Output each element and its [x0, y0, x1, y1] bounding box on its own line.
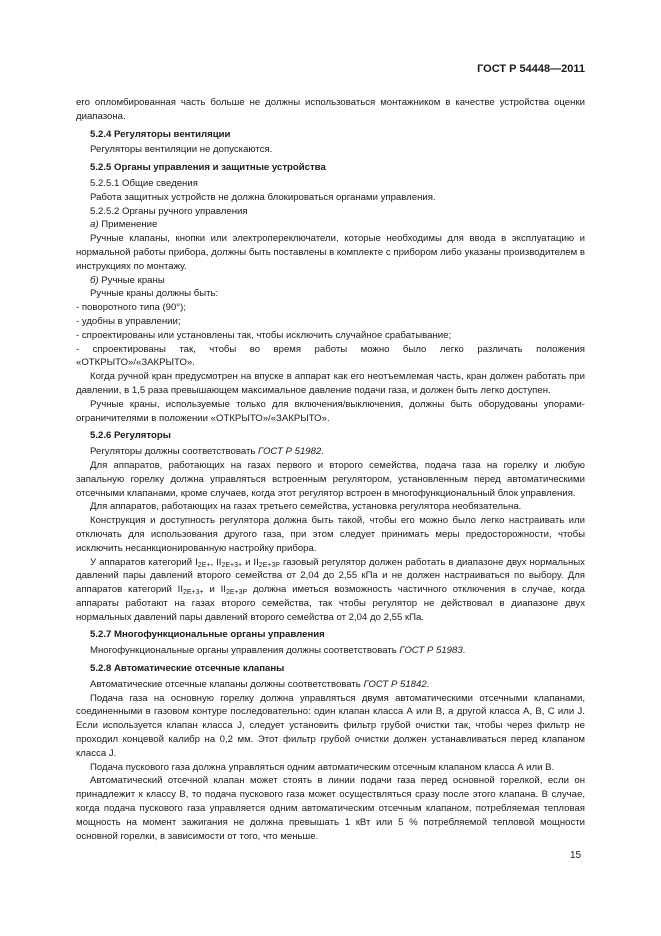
standard-reference: ГОСТ Р 51983	[399, 645, 463, 657]
document-body	[76, 96, 585, 843]
text: .	[426, 678, 430, 690]
section-heading-5-2-7: 5.2.7 Многофункциональные органы управления	[90, 629, 325, 641]
subscript: 2E+3P	[225, 589, 248, 597]
paragraph: Подача пускового газа должна управляться одним автоматическим отсечным клапаном класса А или В.	[90, 761, 555, 773]
paragraph	[76, 678, 585, 692]
paragraph: Для аппаратов, работающих на газах первого и второго семейства, подача газа на горелку и любую запальную горелку должна управляться встроенным регулятором, установленным перед автоматическими отсечными клапанами, кроме случаев, когда этот регулятор встроен в многофункциональный блок управления.	[76, 459, 585, 499]
section-heading-5-2-5: 5.2.5 Органы управления и защитные устройства	[90, 162, 326, 174]
text: и II	[203, 584, 226, 596]
page-number: 15	[570, 850, 582, 861]
standard-reference: ГОСТ Р 51842	[363, 678, 427, 690]
paragraph: Автоматический отсечной клапан может стоять в линии подачи газа перед основной горелкой, если он принадлежит к классу В, то подача пускового газа может осуществляться сразу после этого клапана. В случае, когда подача пускового газа управляется одним автоматическим отсечным клапаном, потребляемая тепловая мощность на момент зажигания не должна превышать 1 кВт или 5 % потребляемой тепловой мощности основной горелки, в зависимости от того, что меньше.	[76, 775, 585, 842]
paragraph: его опломбированная часть больше не должны использоваться монтажником в качестве устройства оценки диапазона.	[76, 97, 585, 122]
subscript: 2E+	[197, 561, 211, 569]
subscript: 2E+3+	[183, 589, 204, 597]
paragraph: Конструкция и доступность регулятора должна быть такой, чтобы его можно было легко настраивать или отключать для использования другого газа, при этом следует принимать меры предосторожности, чтобы исключить несанкционированную настройку прибора.	[76, 515, 585, 554]
subsection-5-2-5-1: 5.2.5.1 Общие сведения	[90, 177, 198, 189]
paragraph	[76, 445, 585, 459]
list-item: - удобны в управлении;	[76, 315, 181, 327]
list-heading-a-text: Применение	[101, 219, 158, 231]
subscript: 2E+3+	[221, 561, 243, 569]
list-heading-a	[76, 218, 585, 232]
text: должна иметься возможность частичного отключения в случае, когда аппараты работают на газах второго семейства, так чтобы регулятор не действовал в диапазоне двух нормальных давлений пары давлений второго семейства от 2,04 до 2,55 кПа.	[76, 584, 585, 623]
paragraph: Ручные клапаны, кнопки или электропереключатели, которые необходимы для ввода в эксплуатацию и нормальной работы прибора, должны быть поставлены в комплекте с прибором либо указаны производителем в инструкциях по монтажу.	[76, 233, 585, 272]
paragraph: Ручные краны, используемые только для включения/выключения, должны быть оборудованы упорами-ограничителями в положении «ОТКРЫТО»/«ЗАКРЫТО».	[76, 398, 585, 424]
list-heading-b	[76, 274, 585, 288]
paragraph: Ручные краны должны быть:	[90, 288, 219, 300]
text: Регуляторы должны соответствовать	[90, 446, 259, 458]
section-heading-5-2-4: 5.2.4 Регуляторы вентиляции	[90, 128, 231, 140]
text: и II	[242, 556, 259, 568]
text: .	[321, 446, 324, 458]
document-header: ГОСТ Р 54448—2011	[477, 63, 585, 75]
text: газовый регулятор должен работать в диапазоне двух нормальных давлений пары давлений второго семейства от 2,04 до 2,55 кПа и не должен настраиваться по выбору. Для аппаратов категорий II	[76, 556, 585, 596]
list-heading-b-text: Ручные краны	[101, 274, 165, 286]
text: Автоматические отсечные клапаны должны соответствовать	[90, 678, 364, 690]
paragraph: Работа защитных устройств не должна блокироваться органами управления.	[90, 191, 436, 203]
text: , II	[210, 556, 222, 568]
text: .	[462, 645, 466, 657]
list-item: - поворотного типа (90°);	[76, 302, 187, 314]
paragraph	[76, 644, 585, 658]
subscript: 2E+3P	[258, 561, 280, 569]
paragraph: Подача газа на основную горелку должна управляться двумя автоматическими отсечными клапанами, соединенными в газовом контуре последовательно: один клапан класса А или В, а другой класса А, В, С или J. Если используется клапан класса J, следует установить фильтр грубой очистки так, чтобы через фильтр не проходил концевой калибр на 0,2 мм. Этот фильтр грубой очистки должен устанавливаться перед клапаном класса J.	[76, 692, 585, 759]
standard-reference: ГОСТ Р 51982	[258, 446, 322, 458]
section-heading-5-2-8: 5.2.8 Автоматические отсечные клапаны	[90, 663, 285, 675]
section-heading-5-2-6: 5.2.6 Регуляторы	[90, 430, 171, 442]
subsection-5-2-5-2: 5.2.5.2 Органы ручного управления	[90, 205, 248, 217]
paragraph-categories	[76, 556, 585, 625]
paragraph: Регуляторы вентиляции не допускаются.	[90, 144, 273, 156]
text: У аппаратов категорий I	[90, 556, 198, 568]
list-item: - спроектированы или установлены так, чтобы исключить случайное срабатывание;	[76, 329, 452, 341]
list-item: - спроектированы так, чтобы во время работы можно было легко различать положения «ОТКРЫТО»/«ЗАКРЫТО».	[76, 343, 585, 369]
text: Многофункциональные органы управления должны соответствовать	[90, 645, 400, 657]
paragraph: Когда ручной кран предусмотрен на впуске в аппарат как его неотъемлемая часть, кран должен работать при давлении, в 1,5 раза превышающем максимальное давление подачи газа, и должен быть легко доступен.	[76, 371, 585, 396]
paragraph: Для аппаратов, работающих на газах третьего семейства, установка регулятора необязательна.	[90, 501, 522, 513]
list-marker-a: а)	[90, 219, 99, 231]
list-marker-b: б)	[90, 274, 99, 286]
